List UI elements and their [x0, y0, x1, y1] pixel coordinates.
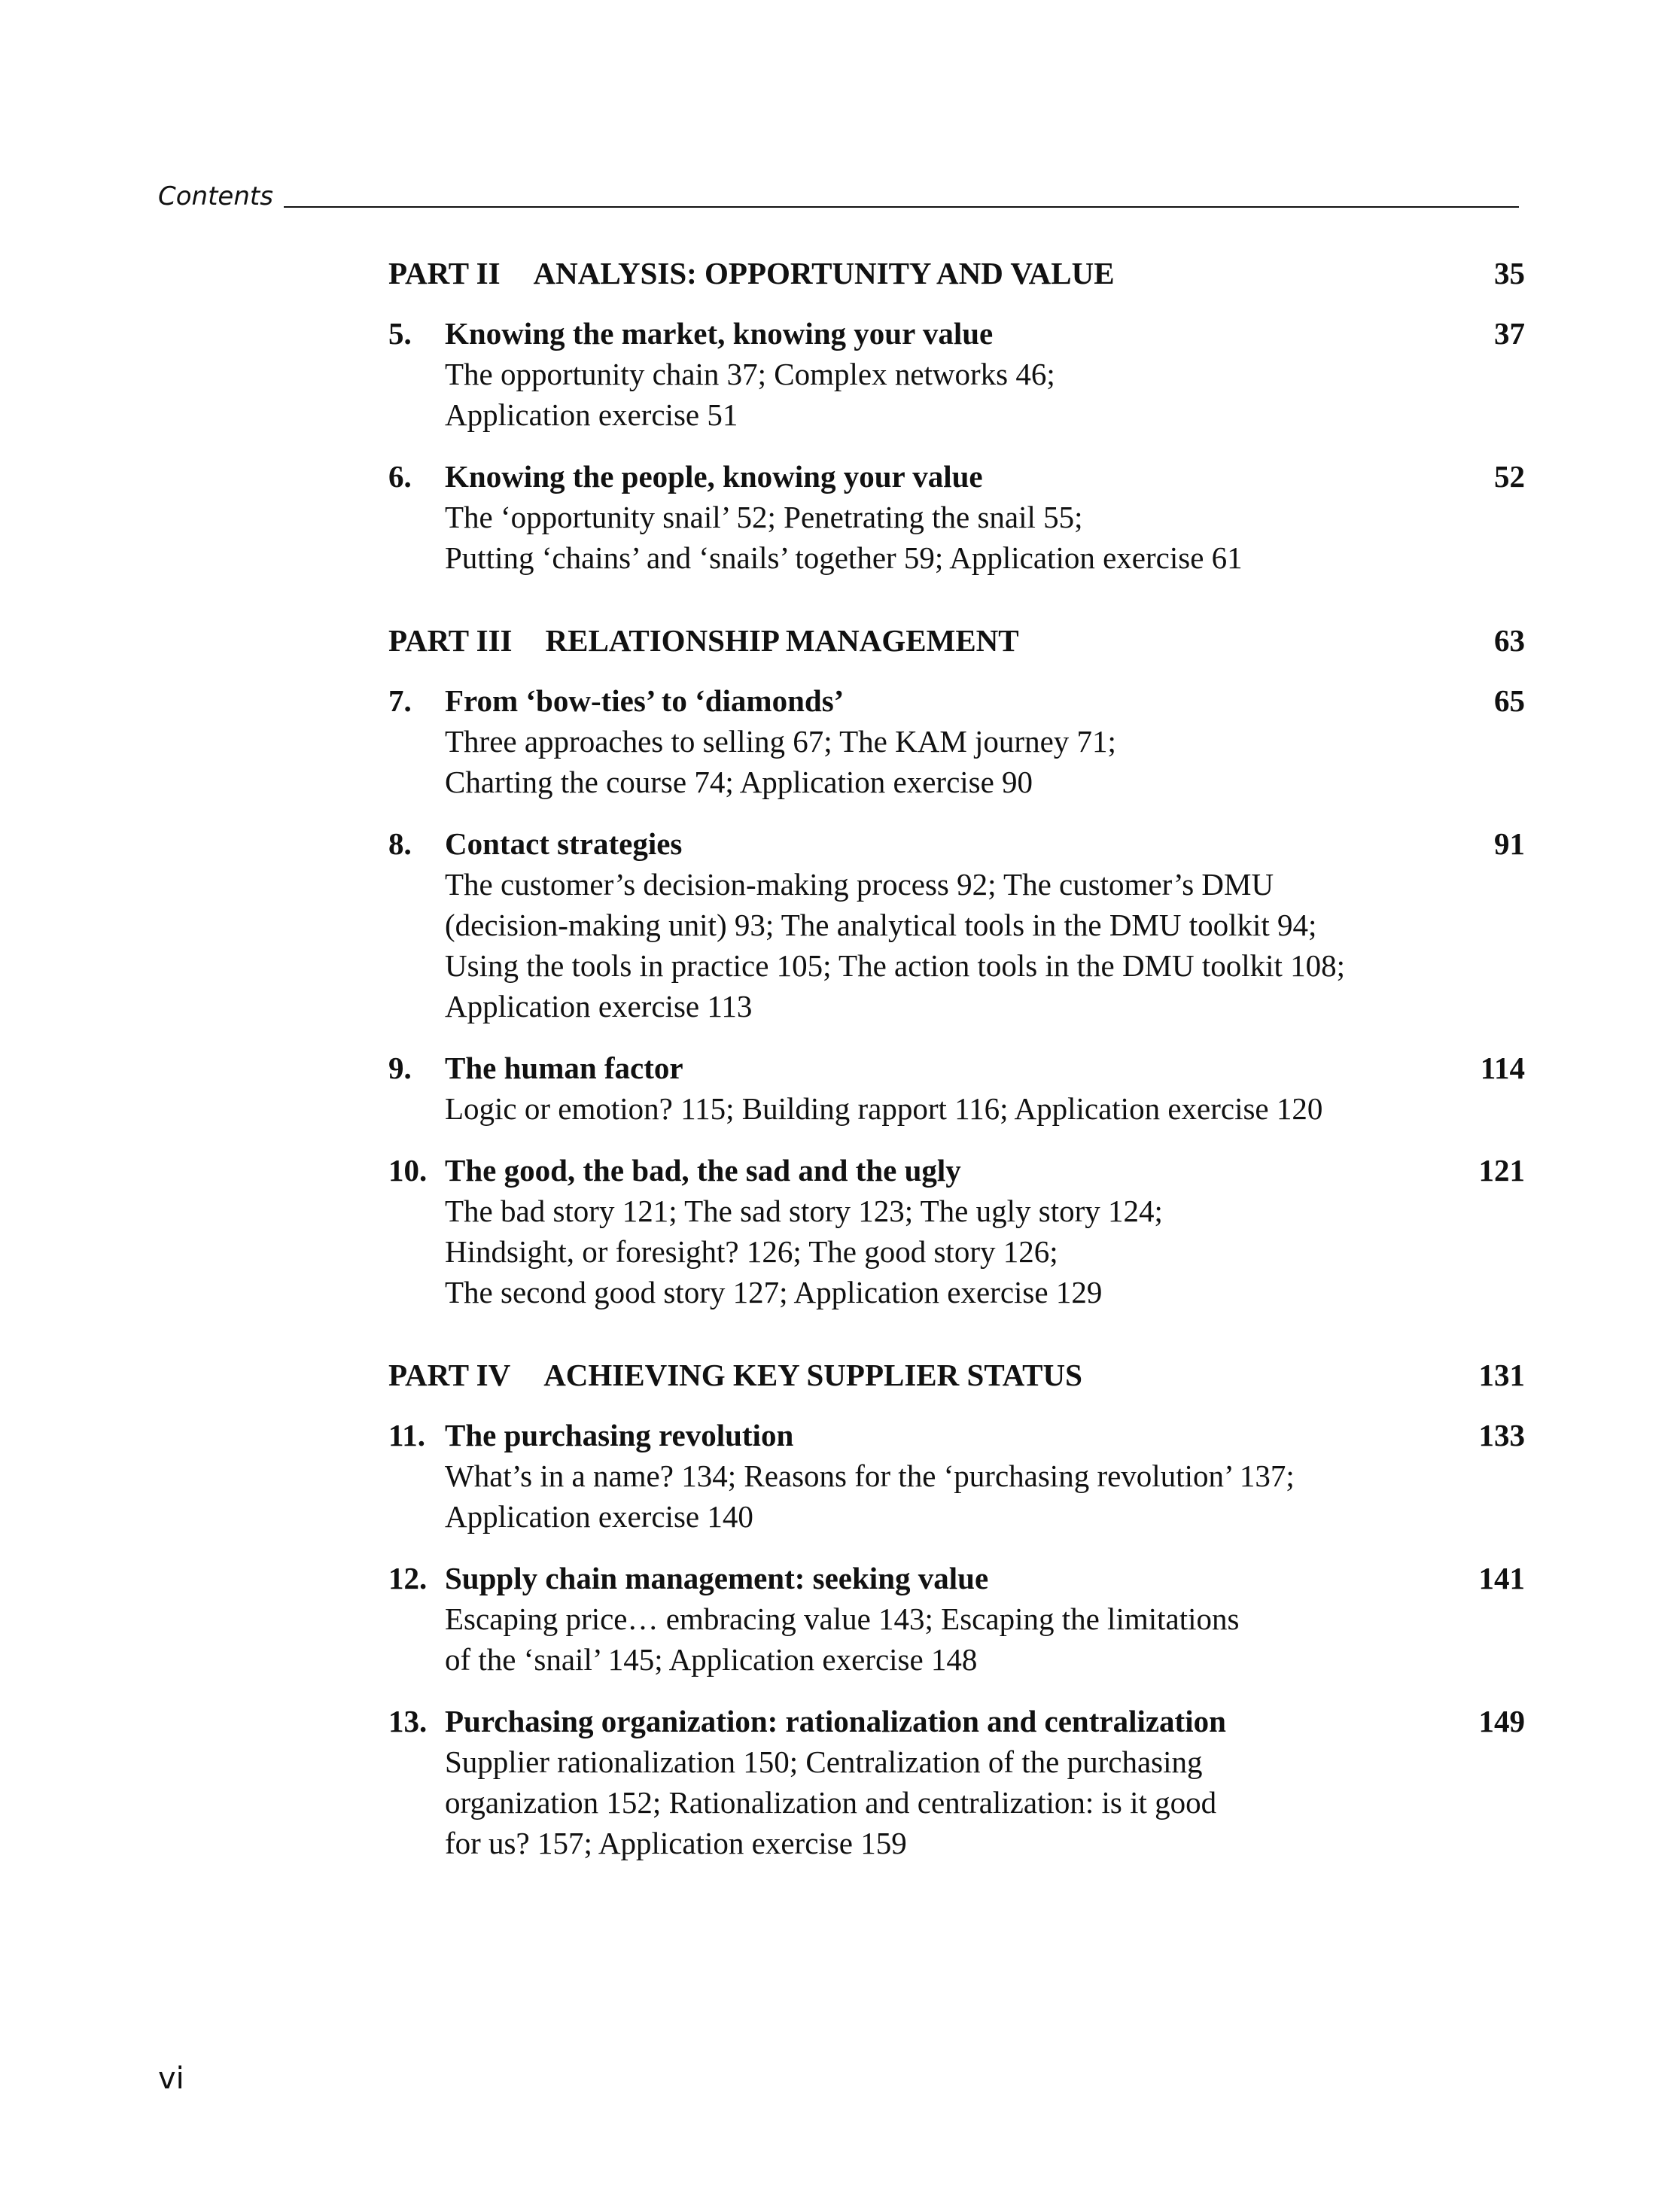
chapter-page-number: 141 — [1478, 1561, 1525, 1595]
chapter-subentries-line: Application exercise 113 — [445, 989, 753, 1024]
chapter-subentries-line: Putting ‘chains’ and ‘snails’ together 59; Application exercise 61 — [445, 540, 1243, 575]
chapter-number: 5. — [388, 316, 412, 351]
chapter-number: 8. — [388, 826, 412, 861]
running-head — [158, 169, 1519, 214]
chapter-body — [445, 823, 1525, 1027]
chapter-subentries-line: The bad story 121; The sad story 123; The ugly story 124; — [445, 1194, 1163, 1228]
chapter-heading — [445, 1415, 1525, 1455]
page-number: vi — [158, 2061, 184, 2096]
chapter-body — [445, 1558, 1525, 1680]
chapter-body — [445, 313, 1525, 435]
chapter-title: Contact strategies — [445, 826, 683, 861]
chapter-subentries-line: The second good story 127; Application exercise 129 — [445, 1275, 1103, 1309]
chapter-subentries-line: Escaping price… embracing value 143; Escaping the limitations — [445, 1601, 1240, 1636]
chapter-title: Knowing the people, knowing your value — [445, 459, 983, 494]
chapter-body — [445, 1048, 1525, 1129]
chapter-page-number: 114 — [1480, 1051, 1525, 1085]
part-label — [388, 1355, 1082, 1395]
chapter-entry — [388, 1558, 1525, 1680]
chapter-number: 13. — [388, 1704, 428, 1738]
chapter-title: The human factor — [445, 1051, 683, 1085]
chapter-entry — [388, 680, 1525, 802]
chapter-page-number: 121 — [1478, 1153, 1525, 1188]
chapter-subentries-line: Using the tools in practice 105; The action tools in the DMU toolkit 108; — [445, 948, 1346, 983]
part-heading — [388, 253, 1525, 294]
chapter-title: From ‘bow-ties’ to ‘diamonds’ — [445, 683, 845, 718]
table-of-contents — [388, 253, 1525, 1884]
part-page-number: 35 — [1494, 256, 1525, 290]
chapter-number: 6. — [388, 459, 412, 494]
chapter-subentries-line: Hindsight, or foresight? 126; The good story 126; — [445, 1234, 1058, 1269]
part-title: ANALYSIS: OPPORTUNITY AND VALUE — [533, 256, 1115, 290]
chapter-subentries-line: Application exercise 140 — [445, 1499, 753, 1534]
chapter-subentries-line: of the ‘snail’ 145; Application exercise 148 — [445, 1642, 978, 1677]
chapter-body — [445, 680, 1525, 802]
chapter-title: Supply chain management: seeking value — [445, 1561, 989, 1595]
chapter-page-number: 149 — [1478, 1704, 1525, 1738]
part-page-number: 63 — [1494, 623, 1525, 658]
chapter-subentries-line: The ‘opportunity snail’ 52; Penetrating the snail 55; — [445, 500, 1083, 534]
chapter-subentries-line: Application exercise 51 — [445, 397, 738, 432]
chapter-title: The purchasing revolution — [445, 1418, 794, 1452]
chapter-number: 10. — [388, 1153, 428, 1188]
chapter-entry — [388, 823, 1525, 1027]
part-page-number: 131 — [1478, 1358, 1525, 1392]
chapter-subentries-line: The customer’s decision-making process 92; The customer’s DMU — [445, 867, 1274, 902]
chapter-subentries-line: for us? 157; Application exercise 159 — [445, 1826, 907, 1860]
chapter-entry — [388, 313, 1525, 435]
chapter-page-number: 52 — [1494, 459, 1525, 494]
chapter-entry — [388, 1150, 1525, 1313]
chapter-body — [445, 1701, 1525, 1863]
part-heading — [388, 1355, 1525, 1395]
chapter-title: Knowing the market, knowing your value — [445, 316, 994, 351]
chapter-body — [445, 456, 1525, 578]
chapter-page-number: 91 — [1494, 826, 1525, 861]
chapter-number: 7. — [388, 683, 412, 718]
part-label — [388, 253, 1115, 294]
part-number: PART III — [388, 623, 513, 658]
chapter-entry — [388, 1415, 1525, 1537]
chapter-subentries-line: organization 152; Rationalization and centralization: is it good — [445, 1785, 1217, 1820]
chapter-subentries-line: The opportunity chain 37; Complex networks 46; — [445, 357, 1055, 391]
part-number: PART IV — [388, 1358, 511, 1392]
chapter-body — [445, 1150, 1525, 1313]
chapter-subentries-line: Charting the course 74; Application exercise 90 — [445, 765, 1033, 799]
chapter-heading — [445, 1048, 1525, 1088]
chapter-title: The good, the bad, the sad and the ugly — [445, 1153, 961, 1188]
part-number: PART II — [388, 256, 501, 290]
chapter-page-number: 37 — [1494, 316, 1525, 351]
chapter-heading — [445, 823, 1525, 864]
chapter-subentries-line: What’s in a name? 134; Reasons for the ‘purchasing revolution’ 137; — [445, 1459, 1295, 1493]
chapter-heading — [445, 1558, 1525, 1598]
chapter-subentries-line: Three approaches to selling 67; The KAM journey 71; — [445, 724, 1116, 759]
chapter-heading — [445, 1701, 1525, 1741]
chapter-entry — [388, 1048, 1525, 1129]
chapter-body — [445, 1415, 1525, 1537]
chapter-page-number: 65 — [1494, 683, 1525, 718]
chapter-heading — [445, 456, 1525, 497]
chapter-number: 11. — [388, 1418, 425, 1452]
part-label — [388, 620, 1019, 661]
chapter-heading — [445, 1150, 1525, 1191]
part-title: RELATIONSHIP MANAGEMENT — [545, 623, 1019, 658]
chapter-subentries-line: Supplier rationalization 150; Centralization of the purchasing — [445, 1744, 1203, 1779]
running-head-label: Contents — [158, 181, 273, 211]
chapter-subentries-line: Logic or emotion? 115; Building rapport 116; Application exercise 120 — [445, 1091, 1323, 1126]
part-title: ACHIEVING KEY SUPPLIER STATUS — [543, 1358, 1082, 1392]
chapter-entry — [388, 456, 1525, 578]
running-head-rule — [284, 206, 1519, 208]
chapter-entry — [388, 1701, 1525, 1863]
chapter-title: Purchasing organization: rationalization and centralization — [445, 1704, 1226, 1738]
chapter-heading — [445, 680, 1525, 721]
part-heading — [388, 620, 1525, 661]
chapter-page-number: 133 — [1478, 1418, 1525, 1452]
chapter-number: 9. — [388, 1051, 412, 1085]
chapter-number: 12. — [388, 1561, 428, 1595]
chapter-heading — [445, 313, 1525, 354]
chapter-subentries-line: (decision-making unit) 93; The analytical tools in the DMU toolkit 94; — [445, 908, 1317, 942]
